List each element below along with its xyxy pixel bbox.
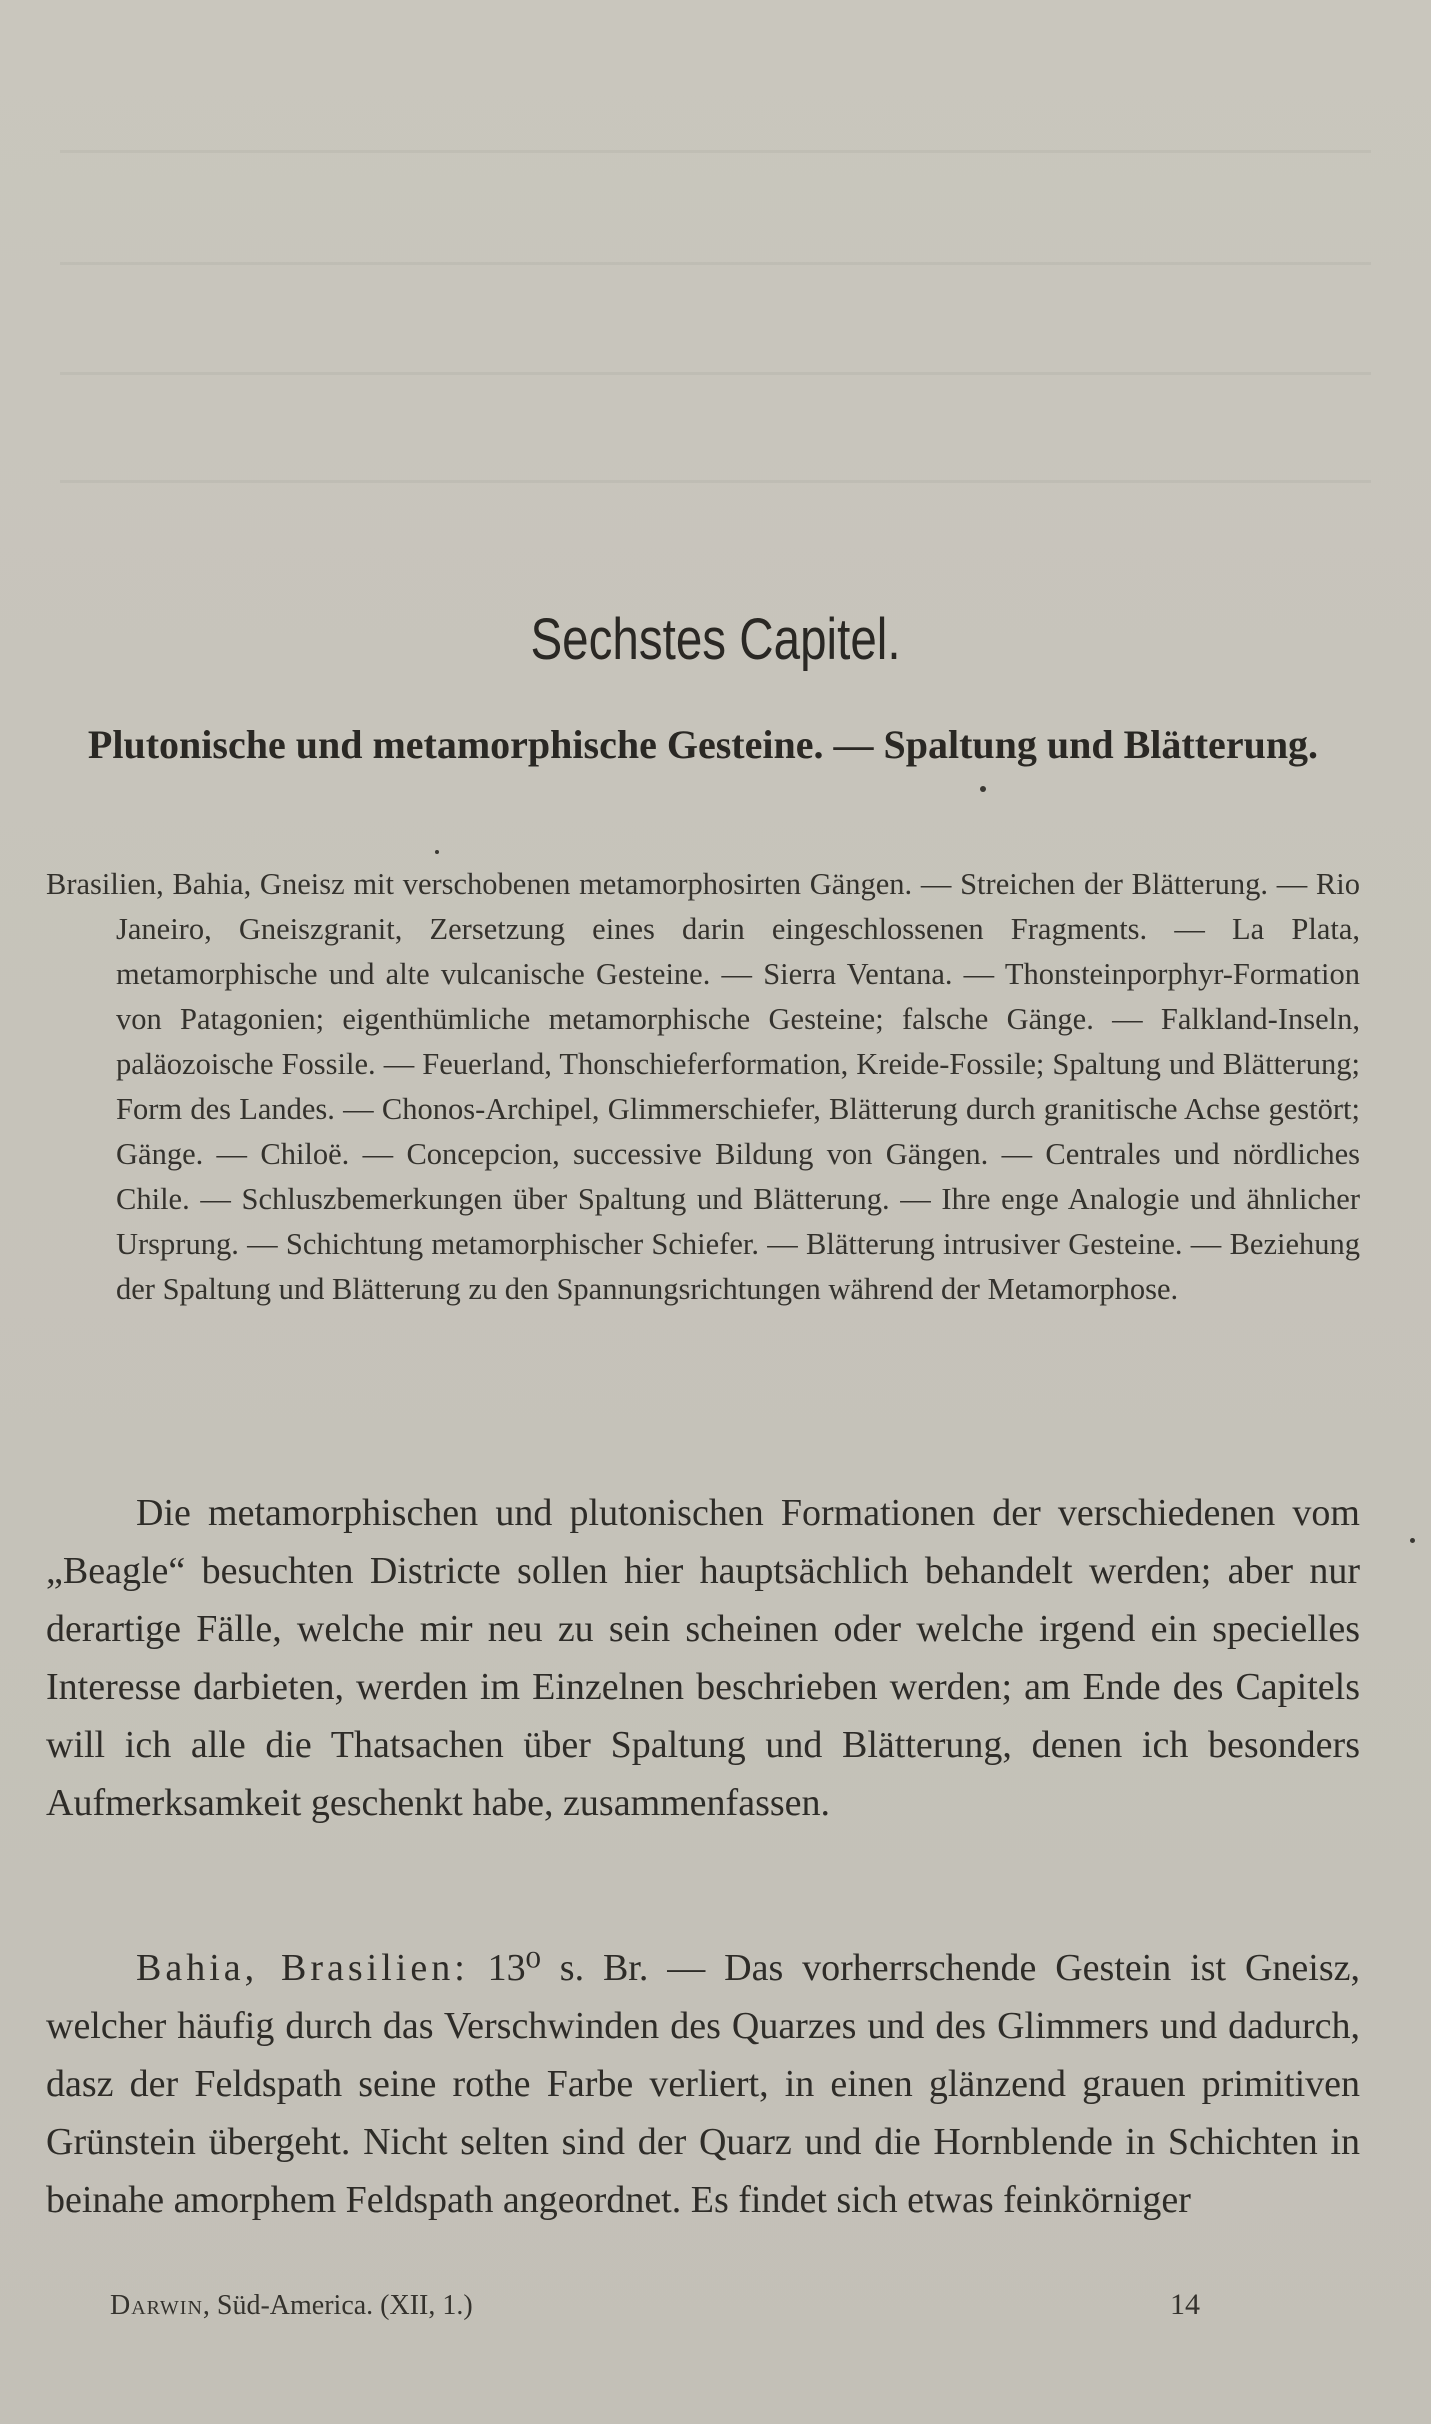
bleed-through-line (60, 372, 1371, 375)
chapter-subtitle: Plutonische und metamorphische Gesteine. — Spaltung und Blätterung. (87, 722, 1319, 767)
bleed-through-line (60, 262, 1371, 265)
bleed-through-line (60, 480, 1371, 483)
print-speck (1410, 1538, 1415, 1543)
bahia-text: 13⁰ s. Br. — Das vorherrschende Gestein ist Gneisz, welcher häufig durch das Verschwinden des Quarzes und des Glimmers und dadurch, dasz der Feldspath seine rothe Farbe verliert, in einen glänzend grauen primitiven Grünstein übergeht. Nicht selten sind der Quarz und die Hornblende in Schichten in beinahe amorphem Feldspath angeordnet. Es findet sich etwas feinkörniger (46, 1947, 1360, 2221)
chapter-title: Sechstes Capitel. (530, 607, 901, 672)
page-number: 14 (1170, 2288, 1200, 2321)
print-speck (435, 850, 439, 854)
intro-paragraph: Die metamorphischen und plutonischen Formationen der verschiedenen vom „Beagle“ besuchten Districte sollen hier hauptsächlich behandelt werden; aber nur derartige Fälle, welche mir neu zu sein scheinen oder welche irgend ein specielles Interesse darbieten, werden im Einzelnen beschrieben werden; am Ende des Capitels will ich alle die Thatsachen über Spaltung und Blätterung, denen ich besonders Aufmerksamkeit geschenkt habe, zusammenfassen. (46, 1492, 1360, 1824)
bahia-paragraph (46, 1939, 1360, 2229)
bahia-heading: Bahia, Brasilien: (136, 1947, 469, 1989)
footer-rest: , Süd-America. (XII, 1.) (202, 2290, 473, 2321)
footer-author: Darwin (110, 2290, 203, 2321)
bleed-through-line (60, 150, 1371, 153)
print-speck (980, 786, 986, 792)
footer-signature (110, 2290, 473, 2322)
chapter-summary: Brasilien, Bahia, Gneisz mit verschobenen metamorphosirten Gängen. — Streichen der Blätterung. — Rio Janeiro, Gneiszgranit, Zersetzung eines darin eingeschlossenen Fragments. — La Plata, metamorphische und alte vulcanische Gesteine. — Sierra Ventana. — Thonsteinporphyr-Formation von Patagonien; eigenthümliche metamorphische Gesteine; falsche Gänge. — Falkland-Inseln, paläozoische Fossile. — Feuerland, Thonschieferformation, Kreide-Fossile; Spaltung und Blätterung; Form des Landes. — Chonos-Archipel, Glimmerschiefer, Blätterung durch granitische Achse gestört; Gänge. — Chiloë. — Concepcion, successive Bildung von Gängen. — Centrales und nördliches Chile. — Schluszbemerkungen über Spaltung und Blätterung. — Ihre enge Analogie und ähnlicher Ursprung. — Schichtung metamorphischer Schiefer. — Blätterung intrusiver Gesteine. — Beziehung der Spaltung und Blätterung zu den Spannungsrichtungen während der Metamorphose. (46, 867, 1360, 1306)
